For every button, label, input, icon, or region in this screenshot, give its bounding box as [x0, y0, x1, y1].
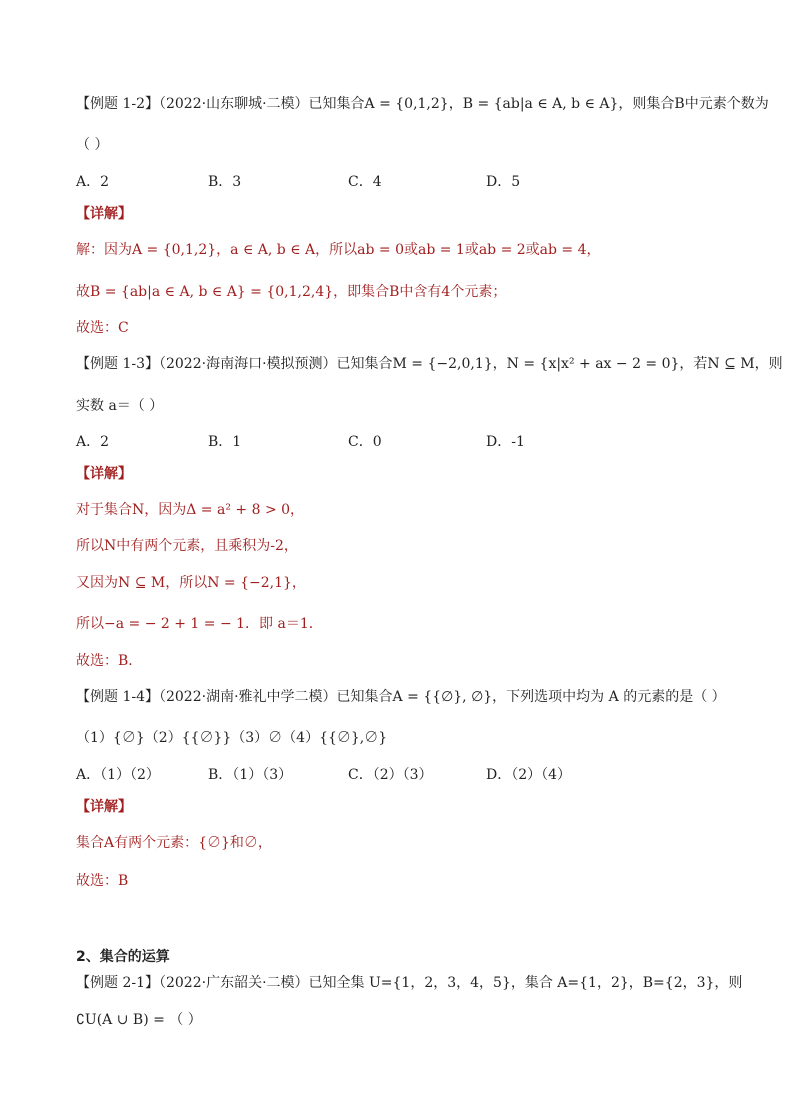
- ex12-solution-1: 解：因为A = {0,1,2}，a ∈ A, b ∈ A，所以ab = 0或ab = 1或ab = 2或ab = 4，: [76, 242, 601, 258]
- ex12-solution-2: 故B = {ab|a ∈ A, b ∈ A} = {0,1,2,4}，即集合B中含有4个元素；: [76, 284, 507, 300]
- ex13-solution-2: 所以N中有两个元素，且乘积为-2，: [76, 538, 298, 554]
- section-2-title: 2、集合的运算: [76, 949, 170, 965]
- ex12-choice-d: D．5: [486, 174, 521, 190]
- ex13-question: 【例题 1-3】（2022·海南海口·模拟预测）已知集合M = {−2,0,1}，N = {x|x² + ax − 2 = 0}，若N ⊆ M，则: [76, 356, 783, 372]
- ex13-choice-c: C．0: [348, 434, 382, 450]
- ex14-solution-1: 集合A有两个元素：{∅}和∅，: [76, 835, 272, 851]
- ex12-question: 【例题 1-2】（2022·山东聊城·二模）已知集合A = {0,1,2}，B = {ab|a ∈ A, b ∈ A}，则集合B中元素个数为: [76, 96, 769, 112]
- ex14-options: （1）{∅}（2）{{∅}}（3）∅（4）{{∅},∅}: [76, 730, 388, 746]
- ex14-detail-heading: 【详解】: [76, 799, 132, 815]
- ex12-choice-b: B．3: [208, 174, 242, 190]
- ex13-question-2: 实数 a＝（ ）: [76, 398, 164, 414]
- ex13-solution-1: 对于集合N，因为Δ = a² + 8 > 0，: [76, 502, 305, 518]
- ex14-question: 【例题 1-4】（2022·湖南·雅礼中学二模）已知集合A = {{∅}, ∅}，下列选项中均为 A 的元素的是（ ）: [76, 689, 726, 705]
- ex14-choice-b: B．（1）（3）: [208, 767, 293, 783]
- ex13-choice-d: D．-1: [486, 434, 525, 450]
- ex21-question: 【例题 2-1】（2022·广东韶关·二模）已知全集 U={1，2，3，4，5}，集合 A={1，2}，B={2，3}，则: [76, 975, 743, 991]
- ex21-question-2: ∁U(A ∪ B) = （ ）: [76, 1012, 202, 1028]
- ex14-choice-c: C．（2）（3）: [348, 767, 433, 783]
- ex13-choice-b: B．1: [208, 434, 242, 450]
- ex13-choice-a: A．2: [76, 434, 110, 450]
- ex14-solution-2: 故选：B: [76, 873, 129, 889]
- ex13-solution-4: 所以−a = − 2 + 1 = − 1．即 a＝1．: [76, 616, 323, 632]
- ex13-detail-heading: 【详解】: [76, 466, 132, 482]
- ex14-choice-d: D．（2）（4）: [486, 767, 572, 783]
- ex13-solution-5: 故选：B.: [76, 653, 133, 669]
- ex12-solution-3: 故选：C: [76, 320, 129, 336]
- ex12-answer-blank: （ ）: [76, 137, 109, 153]
- ex13-solution-3: 又因为N ⊆ M，所以N = {−2,1}，: [76, 575, 306, 591]
- ex14-choice-a: A．（1）（2）: [76, 767, 160, 783]
- ex12-detail-heading: 【详解】: [76, 206, 132, 222]
- ex12-choice-a: A．2: [76, 174, 110, 190]
- ex12-choice-c: C．4: [348, 174, 382, 190]
